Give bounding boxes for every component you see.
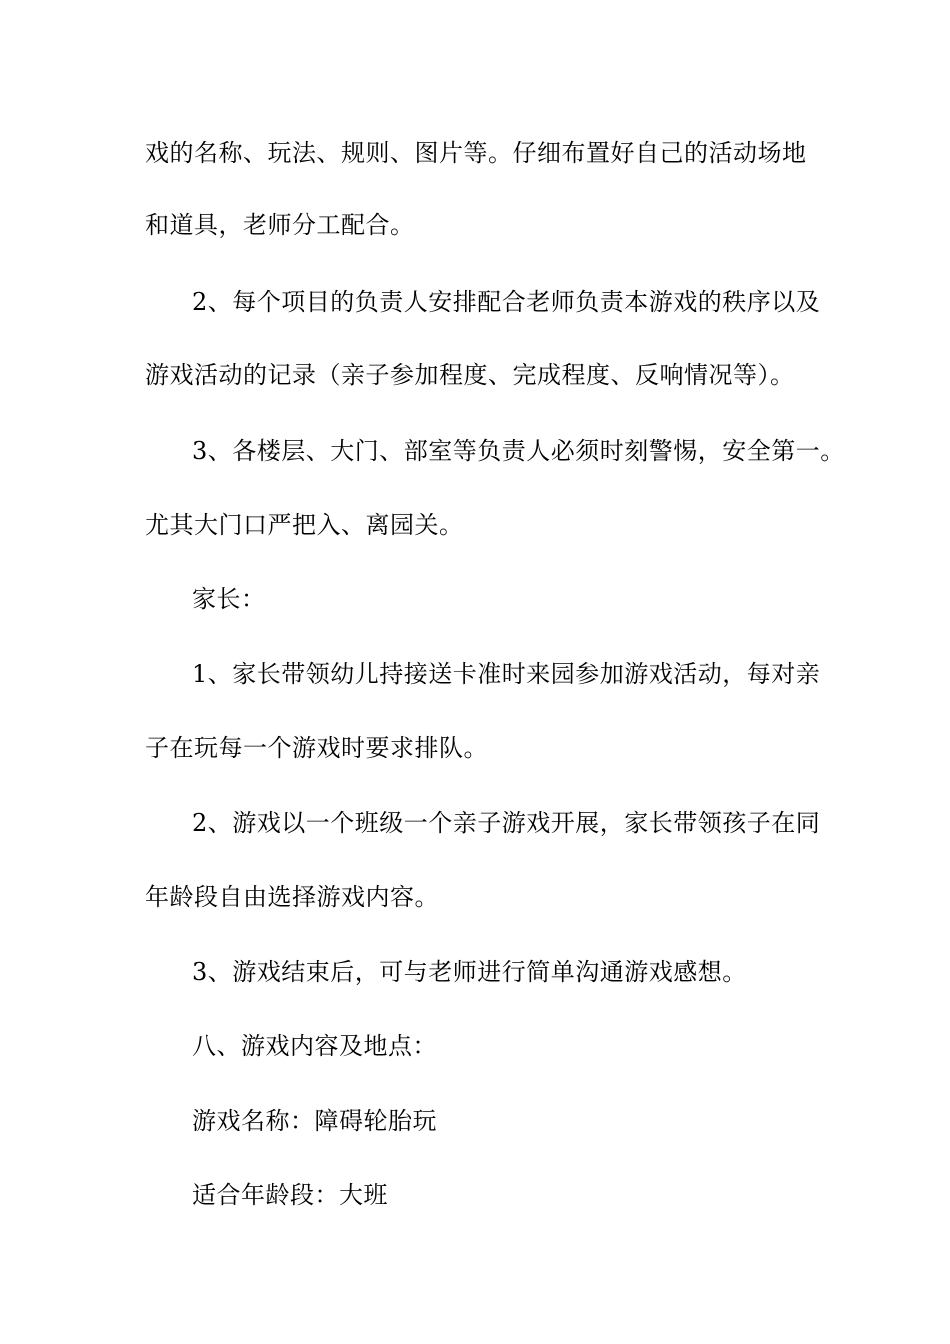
text-line-parent-item-2: 2、游戏以一个班级一个亲子游戏开展，家长带领孩子在同 <box>192 809 821 837</box>
text-line-parent-item-1: 1、家长带领幼儿持接送卡准时来园参加游戏活动，每对亲 <box>192 660 821 688</box>
text-line-gate-control: 尤其大门口严把入、离园关。 <box>145 511 464 539</box>
section-heading-game-content: 八、游戏内容及地点： <box>192 1032 437 1060</box>
section-heading-parents: 家长： <box>192 585 266 613</box>
text-line-item-2-teacher: 2、每个项目的负责人安排配合老师负责本游戏的秩序以及 <box>192 288 821 316</box>
text-line-item-3-safety: 3、各楼层、大门、部室等负责人必须时刻警惕，安全第一。 <box>192 437 845 465</box>
text-line-props-cooperation: 和道具，老师分工配合。 <box>145 211 415 239</box>
text-line-continuation-game-info: 戏的名称、玩法、规则、图片等。仔细布置好自己的活动场地 <box>145 139 807 167</box>
text-line-age-choice: 年龄段自由选择游戏内容。 <box>145 883 439 911</box>
text-line-age-group: 适合年龄段：大班 <box>192 1181 388 1209</box>
text-line-game-name: 游戏名称：障碍轮胎玩 <box>192 1107 437 1135</box>
text-line-queue: 子在玩每一个游戏时要求排队。 <box>145 734 488 762</box>
text-line-activity-record: 游戏活动的记录（亲子参加程度、完成程度、反响情况等）。 <box>145 361 795 389</box>
text-line-parent-item-3: 3、游戏结束后，可与老师进行简单沟通游戏感想。 <box>192 958 747 986</box>
